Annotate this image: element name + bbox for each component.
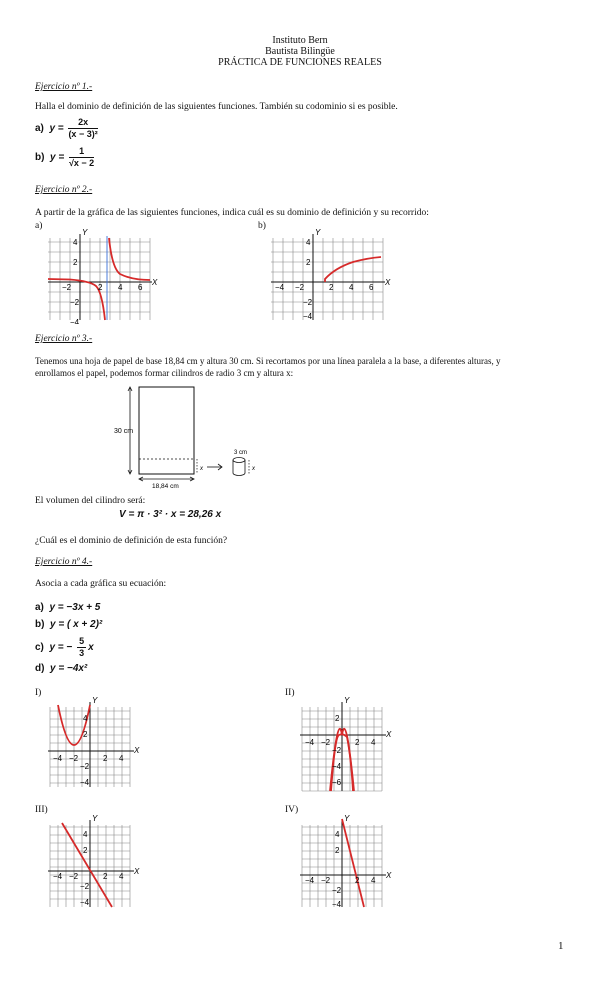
cut-height-label: x [200, 466, 203, 472]
graph-grid [271, 238, 383, 320]
x-tick: −2 [321, 876, 331, 885]
x-tick: −4 [305, 738, 315, 747]
x-tick: 4 [371, 876, 376, 885]
ex4-graph-IV [292, 815, 397, 910]
graph-II-label: II) [285, 688, 295, 698]
ex1-equation-a: a) y = $\frac{2x}{\text{(x − 3)²}}$ [35, 117, 98, 139]
y-tick: −4 [80, 898, 90, 907]
x-axis-label: X [385, 278, 391, 287]
y-tick: 2 [83, 730, 88, 739]
curve [342, 819, 364, 907]
ex4-instruction: Asocia a cada gráfica su ecuación: [35, 579, 167, 589]
x-tick: 6 [138, 283, 143, 292]
x-axis-label: X [134, 746, 140, 755]
y-tick: 2 [306, 258, 311, 267]
y-tick: 4 [73, 238, 78, 247]
ex4-equation-a: a) y = −3x + 5 [35, 602, 101, 613]
ex2-label-a: a) [35, 221, 43, 231]
document-title: PRÁCTICA DE FUNCIONES REALES [218, 57, 382, 68]
school-name: Instituto Bern [272, 35, 328, 46]
x-tick: −2 [69, 754, 79, 763]
ex4-equation-d: d) y = −4x² [35, 663, 88, 674]
x-tick: −4 [305, 876, 315, 885]
ex2-graph-b [263, 228, 393, 324]
program-name: Bautista Bilingüe [265, 46, 335, 57]
ex3-heading: Ejercicio nº 3.- [35, 334, 93, 344]
graph-I-label: I) [35, 688, 42, 698]
ex3-volume-text: El volumen del cilindro será: [35, 496, 146, 506]
ex4-graph-I [40, 697, 145, 792]
y-tick: 4 [83, 830, 88, 839]
ex1-equation-b: b) y = $\frac{1}{√x - 2}$ [35, 146, 95, 168]
y-tick: −4 [303, 312, 313, 321]
y-axis-label: Y [92, 815, 98, 823]
y-tick: −2 [332, 886, 342, 895]
x-tick: 2 [103, 754, 108, 763]
ex1-instruction: Halla el dominio de definición de las siguientes funciones. También su codominio si es posible. [35, 102, 398, 112]
ex3-text-line2: enrollamos el papel, podemos formar cilindros de radio 3 cm y altura x: [35, 368, 294, 378]
ex2-instruction: A partir de la gráfica de las siguientes funciones, indica cuál es su dominio de definición y su recorrido: [35, 208, 429, 218]
ex3-volume-formula: V = π · 3² · x = 28,26 x [119, 509, 222, 520]
y-tick: 4 [83, 714, 88, 723]
x-tick: 4 [119, 754, 124, 763]
y-tick: −2 [303, 298, 313, 307]
x-tick: −2 [321, 738, 331, 747]
ex2-graph-a [40, 228, 165, 324]
ex1-heading: Ejercicio nº 1.- [35, 82, 93, 92]
y-axis-label: Y [315, 228, 321, 237]
x-axis-label: X [134, 867, 140, 876]
x-axis-label: X [386, 871, 392, 880]
ex4-equation-b: b) y = ( x + 2)² [35, 619, 103, 630]
ex2-label-b: b) [258, 221, 266, 231]
page-number: 1 [558, 940, 564, 952]
ex3-question: ¿Cuál es el dominio de definición de esta función? [35, 536, 228, 546]
paper-sheet [139, 387, 194, 474]
ex4-graph-II [292, 697, 397, 792]
y-axis-label: Y [92, 697, 98, 705]
y-axis-label: Y [82, 228, 88, 237]
ex2-heading: Ejercicio nº 2.- [35, 185, 93, 195]
x-tick: 2 [329, 283, 334, 292]
graph-III-label: III) [35, 805, 48, 815]
x-tick: 4 [371, 738, 376, 747]
y-tick: 4 [306, 238, 311, 247]
cylinder-top [233, 458, 245, 463]
x-tick: 4 [118, 283, 123, 292]
x-tick: 2 [103, 872, 108, 881]
cylinder-height-label: x [252, 466, 255, 472]
x-tick: −4 [53, 754, 63, 763]
x-tick: 2 [355, 876, 360, 885]
x-tick: −4 [53, 872, 63, 881]
y-tick: 2 [335, 714, 340, 723]
x-tick: −2 [69, 872, 79, 881]
y-tick: −4 [332, 762, 342, 771]
x-axis-label: X [152, 278, 158, 287]
y-tick: 2 [83, 846, 88, 855]
x-axis-label: X [386, 730, 392, 739]
y-tick: 2 [335, 846, 340, 855]
ex4-graph-III [40, 815, 145, 910]
x-tick: 2 [355, 738, 360, 747]
x-tick: 6 [369, 283, 374, 292]
y-axis-label: Y [344, 697, 350, 705]
x-tick: 4 [349, 283, 354, 292]
y-tick: −2 [80, 882, 90, 891]
x-tick: −4 [275, 283, 285, 292]
x-tick: 4 [119, 872, 124, 881]
y-tick: −4 [332, 900, 342, 909]
y-tick: −4 [80, 778, 90, 787]
y-tick: −4 [70, 318, 80, 324]
ex4-equation-c: c) y = − $\frac{5}{3}$ x [35, 636, 94, 658]
y-axis-label: Y [344, 815, 350, 823]
y-tick: 4 [335, 830, 340, 839]
ex3-text-line1: Tenemos una hoja de papel de base 18,84 cm y altura 30 cm. Si recortamos por una línea paralela a la base, a diferentes alturas, y [35, 356, 501, 366]
y-tick: −2 [80, 762, 90, 771]
y-tick: −2 [70, 298, 80, 307]
height-label: 30 cm [114, 428, 134, 435]
graph-IV-label: IV) [285, 805, 299, 815]
y-tick: 2 [73, 258, 78, 267]
x-tick: −2 [62, 283, 72, 292]
curve-right-branch [109, 238, 150, 280]
y-tick: −2 [332, 746, 342, 755]
x-tick: 2 [98, 283, 103, 292]
paper-cylinder-diagram [112, 382, 282, 492]
x-tick: −2 [295, 283, 305, 292]
y-tick: −6 [332, 778, 342, 787]
base-label: 18,84 cm [152, 483, 179, 490]
ex4-heading: Ejercicio nº 4.- [35, 557, 93, 567]
radius-label: 3 cm [234, 450, 248, 456]
